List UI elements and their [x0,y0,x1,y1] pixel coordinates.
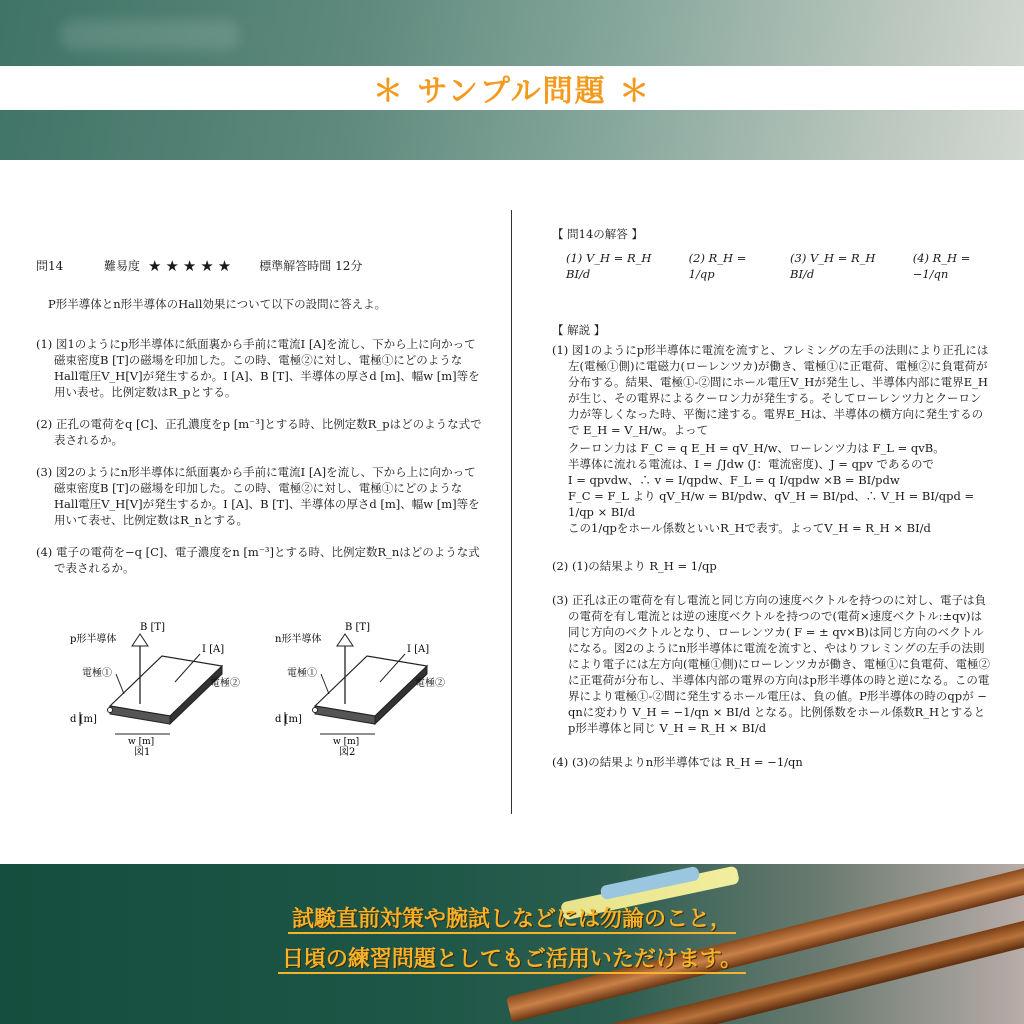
answer-1: (1) V_H = R_H BI/d [566,251,652,281]
question-intro: P形半導体とn形半導体のHall効果について以下の設問に答えよ。 [48,297,387,311]
solution-1-p1: (1) 図1のようにp形半導体に電流を流すと、フレミングの左手の法則により正孔には左(電極①側)に電磁力(ローレンツカ)が働き、電極①に正電荷、電極②に負電荷が分布する。結果、電極①-②間にホール電圧V_Hが発生し、半導体内部に電界E_Hが生じ、その電界によるクーロン力が発生する。そしてローレンツ力とクーロン力が等しくなった時、平衡に達する。電界E_Hは、半導体の横方向に発生するので E_H = V_H/w。よって [552,343,989,437]
solution-1-p5: F_C = F_L より qV_H/w = BI/pdw、qV_H = BI/pd、∴ V_H = BI/qpd = 1/qp × BI/d [568,489,975,519]
solution-1-p2: クーロン力は F_C = q E_H = qV_H/w、ローレンツ力は F_L = qvB。 [568,441,945,455]
figure-2 [275,616,450,756]
fig1-b: B [T] [140,622,165,633]
fig2-e1: 電極① [287,668,317,679]
difficulty-stars: ★★★★★ [148,257,236,275]
fig1-e1: 電極① [82,668,112,679]
question-header [36,258,486,274]
fig2-caption: 図2 [339,747,356,756]
solution-2: (2) (1)の結果より R_H = 1/qp [552,559,717,573]
question-item-4: (4) 電子の電荷を−q [C]、電子濃度をn [m⁻³]とする時、比例定数R_nはどのような式で表されるか。 [36,545,480,575]
answer-row [566,250,992,282]
fig1-d: d [m] [70,714,97,725]
answer-2: (2) R_H = 1/qp [688,251,747,281]
solution-1-p6: この1/qpをホール係数といいR_Hで表す。よってV_H = R_H × BI/d [568,521,931,535]
fig2-i: I [A] [407,644,430,655]
chalk-smudge [60,20,240,50]
column-divider [511,210,512,814]
answer-title: 【 問14の解答 】 [552,227,643,241]
fig2-w: w [m] [333,737,360,747]
answer-column [552,226,992,784]
fig1-e2: 電極② [210,678,240,689]
question-column [36,258,486,756]
fig2-material: n形半導体 [275,634,322,645]
banner-title: ＊ サンプル問題 ＊ [372,74,652,109]
fig1-w: w [m] [128,737,155,747]
answer-3: (3) V_H = R_H BI/d [790,251,876,281]
fig2-e2: 電極② [415,678,445,689]
question-item-3: (3) 図2のようにn形半導体に紙面裏から手前に電流I [A]を流し、下から上に向かって磁束密度B [T]の磁場を印加した。この時、電極②に対し、電極①にどのようなHall電圧V_H[V]が発生するか。I [A]、B [T]、半導体の厚さd [m]、幅w [m]等を用いて表せ、比例定数はR_nとする。 [36,465,480,527]
question-item-1: (1) 図1のようにp形半導体に紙面裏から手前に電流I [A]を流し、下から上に向かって磁束密度B [T]の磁場を印加した。この時、電極②に対し、電極①にどのようなHall電圧V_H[V]が発生するか。I [A]、B [T]、半導体の厚さd [m]、幅w [m]等を用い表せ。比例定数はR_pとする。 [36,337,480,399]
fig1-material: p形半導体 [70,634,117,645]
difficulty-label: 難易度 [104,259,141,273]
fig2-d: d [m] [275,714,302,725]
answer-4: (4) R_H = −1/qn [912,251,971,281]
promo-caption [0,900,1024,980]
question-number: 問14 [36,259,64,273]
question-item-2: (2) 正孔の電荷をq [C]、正孔濃度をp [m⁻³]とする時、比例定数R_pはどのような式で表されるか。 [36,417,482,447]
solution-1-p4: I = qpvdw、∴ v = I/qpdw、F_L = q I/qpdw ×B = BI/pdw [568,473,900,487]
solution-1-p3: 半導体に流れる電流は、I = ∫Jdw (J：電流密度)、J = qpv であるので [568,457,934,471]
fig2-b: B [T] [345,622,370,633]
answer-time: 標準解答時間 12分 [259,259,363,273]
caption-line-1: 試験直前対策や腕試しなどには勿論のこと， [288,907,736,934]
figure-1 [70,616,245,756]
banner-strip [0,66,1024,110]
figure-row [70,616,486,756]
fig1-caption: 図1 [134,747,151,756]
fig1-i: I [A] [202,644,225,655]
solution-title: 【 解説 】 [552,323,606,337]
solution-4: (4) (3)の結果よりn形半導体では R_H = −1/qn [552,755,803,769]
solution-3: (3) 正孔は正の電荷を有し電流と同じ方向の速度ベクトルを持つのに対し、電子は負の電荷を有し電流とは逆の速度ベクトルを持つので(電荷×速度ベクトル:±qv)は同じ方向のベクトルとなり、ローレンツカ( F = ± qv×B)は同じ方向のベクトルになる。図2のようにn形半導体に電流を流すと、やはりフレミングの左手の法則により電子には左方向(電極①側)にローレンツカが働き、電極①に負電荷、電極②に正電荷が分布し、半導体内部の電界の方向はp形半導体の時と逆になる。この電界により電極①-②間に発生するホール電圧は、負の値。P形半導体の時のqpが − qnに変わり V_H = −1/qn × BI/d となる。比例係数をホール係数R_Hとすると p形半導体と同じ V_H = R_H × BI/d [552,593,990,735]
caption-line-2: 日頃の練習問題としてもご活用いただけます。 [278,947,746,974]
